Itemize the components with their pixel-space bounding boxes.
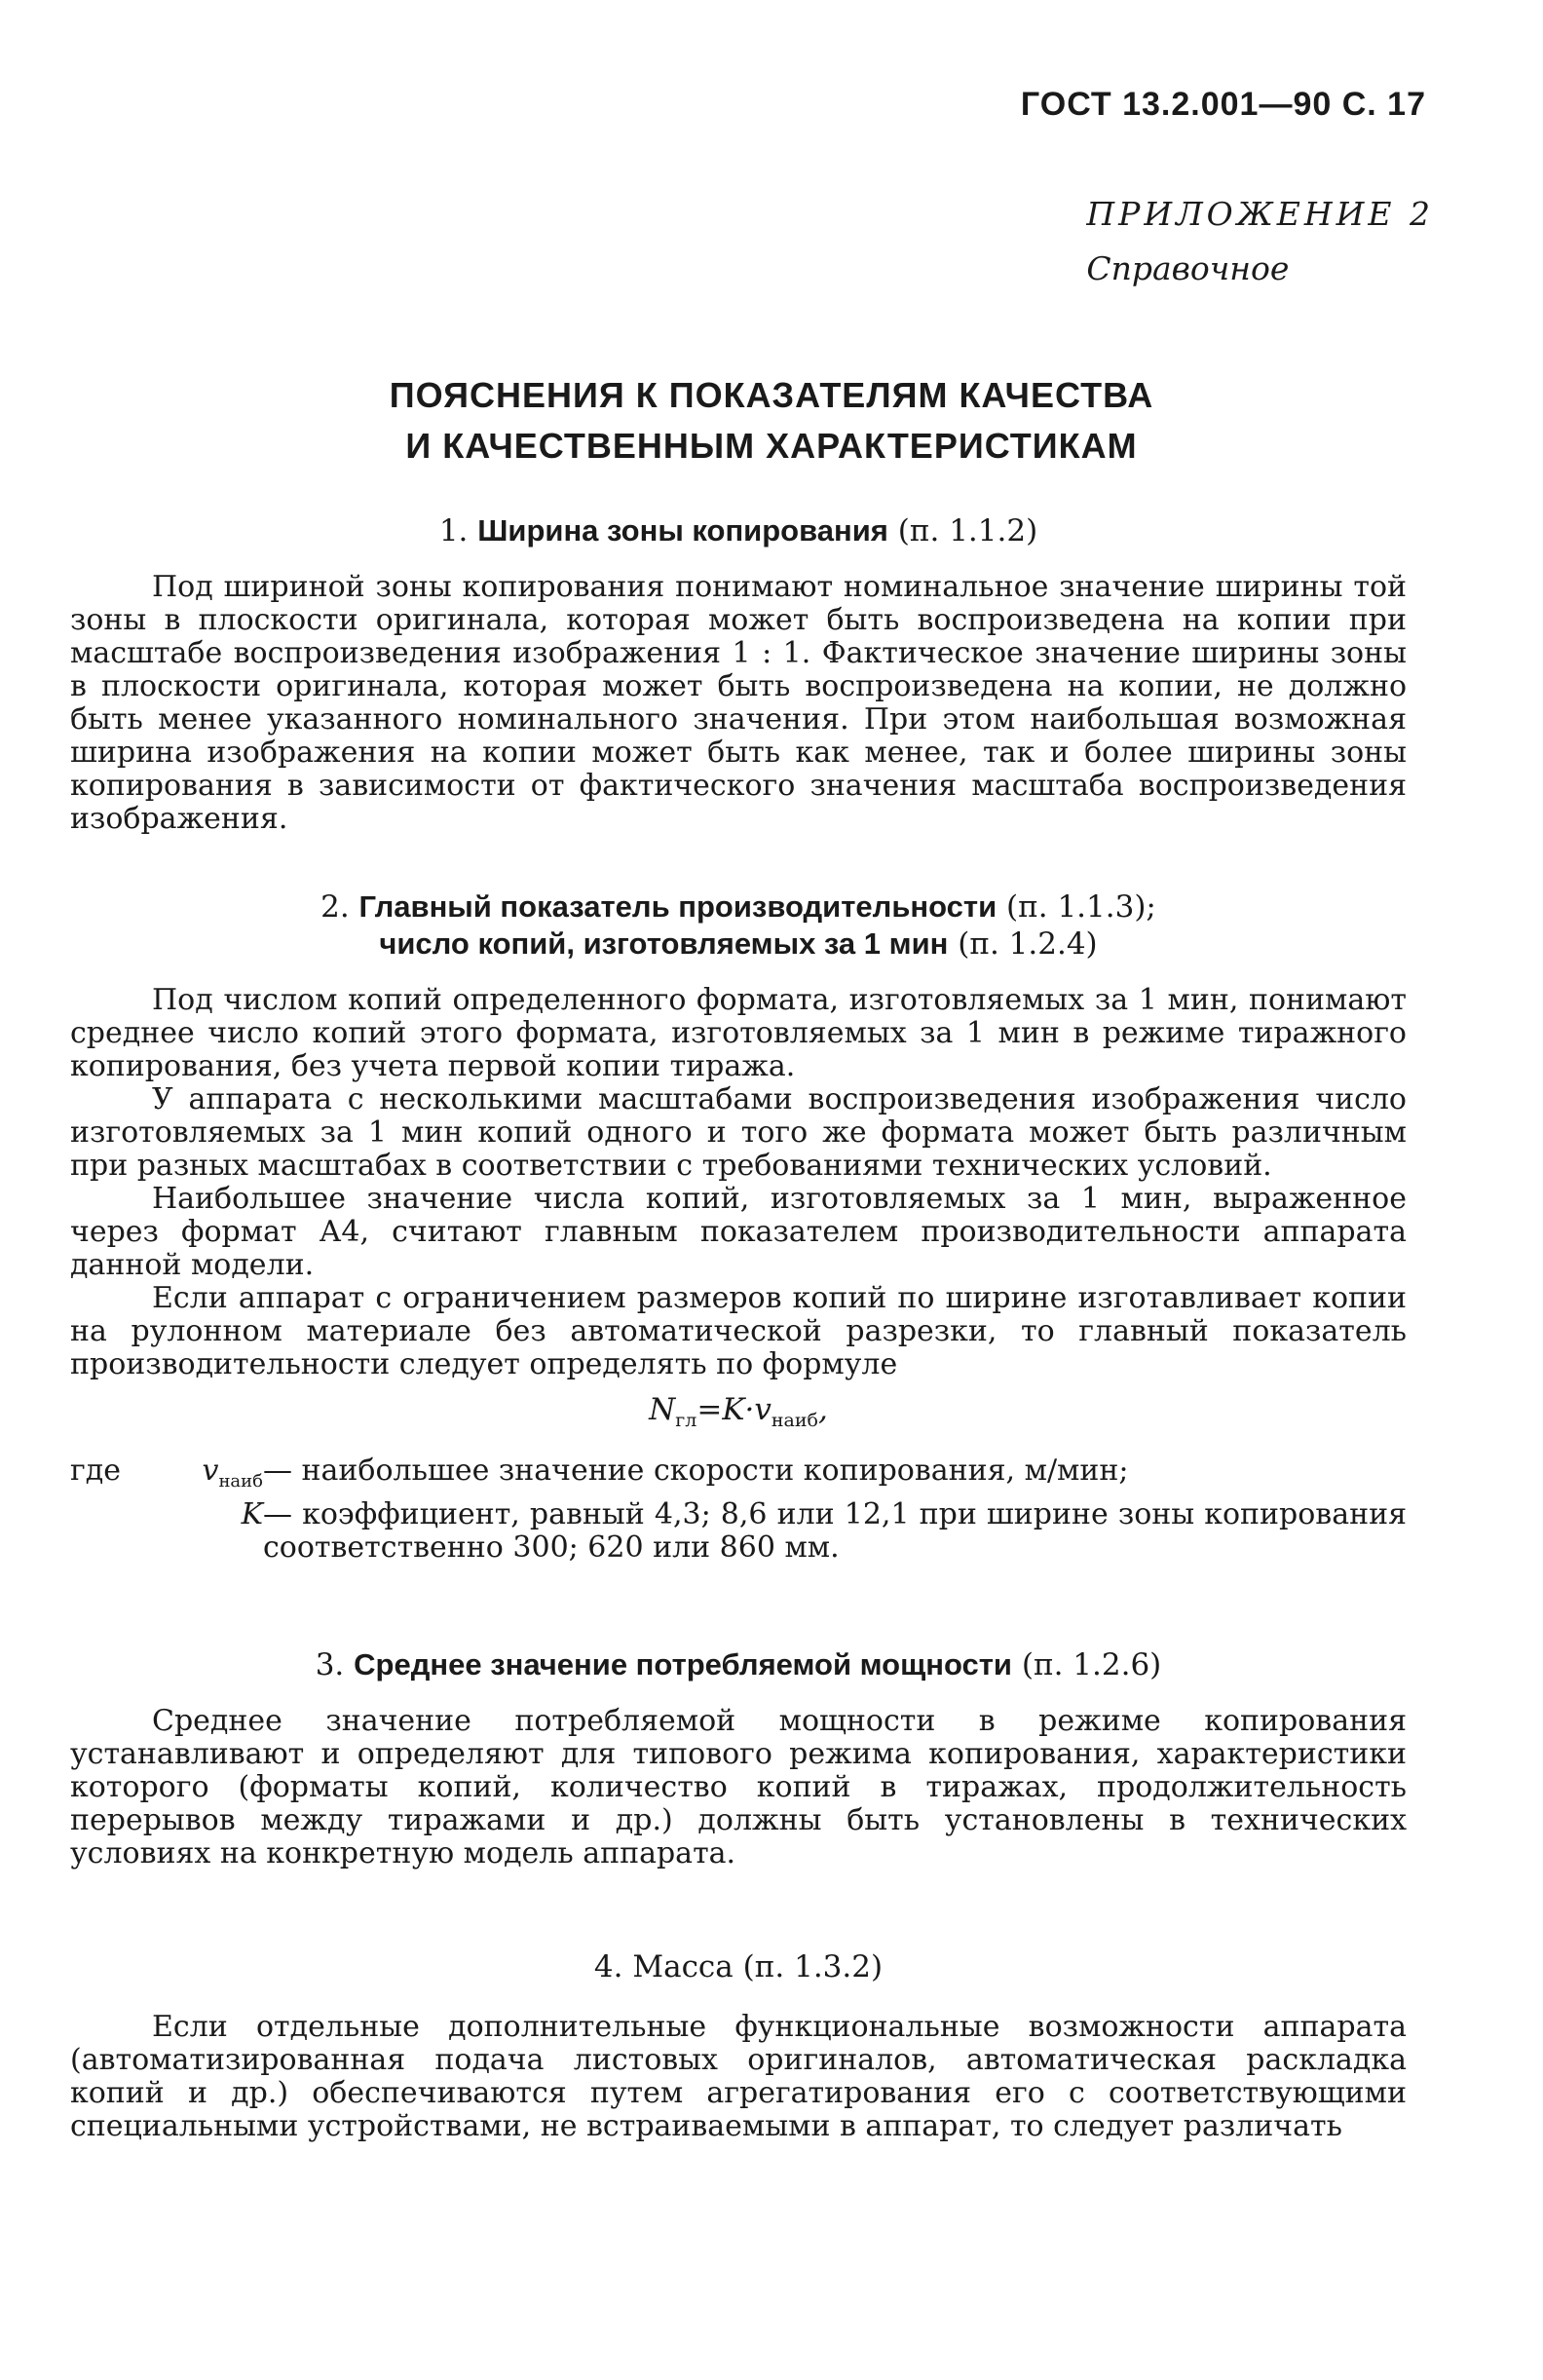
paragraph: Если отдельные дополнительные функциональные возможности аппарата (автоматизированная подача листовых оригиналов, автоматическая раскладка копий и др.) обеспечиваются путем агрегатирования его с соответствующими специальными устройствами, не встраиваемыми в аппарат, то следует различать	[70, 2010, 1407, 2143]
section-number: 4.	[593, 1949, 623, 1984]
formula-legend-row	[70, 1454, 1407, 1498]
document-title-line1: ПОЯСНЕНИЯ К ПОКАЗАТЕЛЯМ КАЧЕСТВА	[389, 375, 1154, 415]
section-title: Ширина зоны копирования	[477, 513, 888, 548]
formula: $N_{гл}=K\cdot v_{наиб}$,	[649, 1392, 828, 1432]
paragraph: Наибольшее значение числа копий, изготовляемых за 1 мин, выраженное через формат А4, считают главным показателем производительности аппарата данной модели.	[70, 1182, 1407, 1282]
section-ref: (п. 1.2.4)	[958, 926, 1098, 962]
where-label: где	[70, 1454, 121, 1489]
paragraph: Среднее значение потребляемой мощности в режиме копирования устанавливают и определяют для типового режима копирования, характеристики которого (форматы копий, количество копий в тиражах, продолжительность перерывов между тиражами и др.) должны быть установлены в технических условиях на конкретную модель аппарата.	[70, 1704, 1407, 1870]
document-title-line2: И КАЧЕСТВЕННЫМ ХАРАКТЕРИСТИКАМ	[405, 426, 1138, 466]
section-title-line2: число копий, изготовляемых за 1 мин	[379, 926, 949, 961]
section-number: 3.	[315, 1647, 345, 1682]
legend-symbol: $v_{наиб}$	[202, 1454, 263, 1492]
section-4-heading	[70, 1948, 1407, 1985]
section-number: 2.	[320, 889, 350, 925]
appendix-label	[1086, 187, 1434, 296]
section-ref: (п. 1.1.3);	[1006, 889, 1156, 925]
section-1	[70, 512, 1407, 836]
paragraph: Если аппарат с ограничением размеров копий по ширине изготавливает копии на рулонном материале без автоматической разрезки, то главный показатель производительности следует определять по формуле	[70, 1281, 1407, 1381]
appendix-subtitle: Справочное	[1086, 249, 1290, 287]
section-2-heading	[70, 888, 1407, 963]
section-title-line1: Главный показатель производительности	[358, 889, 997, 924]
appendix-title: ПРИЛОЖЕНИЕ 2	[1086, 195, 1434, 233]
legend-symbol: K	[241, 1497, 263, 1532]
section-2	[70, 888, 1407, 1565]
legend-description: — наибольшее значение скорости копирования, м/мин;	[263, 1454, 1129, 1489]
document-title	[0, 370, 1543, 472]
section-ref: (п. 1.2.6)	[1021, 1647, 1162, 1682]
section-3	[70, 1646, 1407, 1870]
paragraph: У аппарата с несколькими масштабами воспроизведения изображения число изготовляемых за 1 мин копий одного и того же формата может быть различным при разных масштабах в соответствии с требованиями технических условий.	[70, 1082, 1407, 1183]
section-ref: (п. 1.1.2)	[897, 513, 1038, 548]
section-title: Среднее значение потребляемой мощности	[354, 1647, 1012, 1681]
section-number: 1.	[438, 513, 469, 548]
formula-legend-row	[70, 1498, 1407, 1565]
page-header: ГОСТ 13.2.001—90 С. 17	[1020, 86, 1426, 123]
section-ref: (п. 1.3.2)	[742, 1949, 884, 1984]
section-3-heading	[70, 1646, 1407, 1683]
section-1-heading	[70, 512, 1407, 549]
paragraph: Под числом копий определенного формата, изготовляемых за 1 мин, понимают среднее число копий этого формата, изготовляемых за 1 мин в режиме тиражного копирования, без учета первой копии тиража.	[70, 983, 1407, 1083]
legend-description: — коэффициент, равный 4,3; 8,6 или 12,1 при ширине зоны копирования соответственно 300; 620 или 860 мм.	[263, 1497, 1407, 1566]
section-title: Масса	[632, 1949, 734, 1984]
paragraph: Под шириной зоны копирования понимают номинальное значение ширины той зоны в плоскости оригинала, которая может быть воспроизведена на копии при масштабе воспроизведения изображения 1 : 1. Фактическое значение ширины зоны в плоскости оригинала, которая может быть воспроизведена на копии, не должно быть менее указанного номинального значения. При этом наибольшая возможная ширина изображения на копии может быть как менее, так и более ширины зоны копирования в зависимости от фактического значения масштаба воспроизведения изображения.	[70, 570, 1407, 836]
section-4	[70, 1948, 1407, 2143]
